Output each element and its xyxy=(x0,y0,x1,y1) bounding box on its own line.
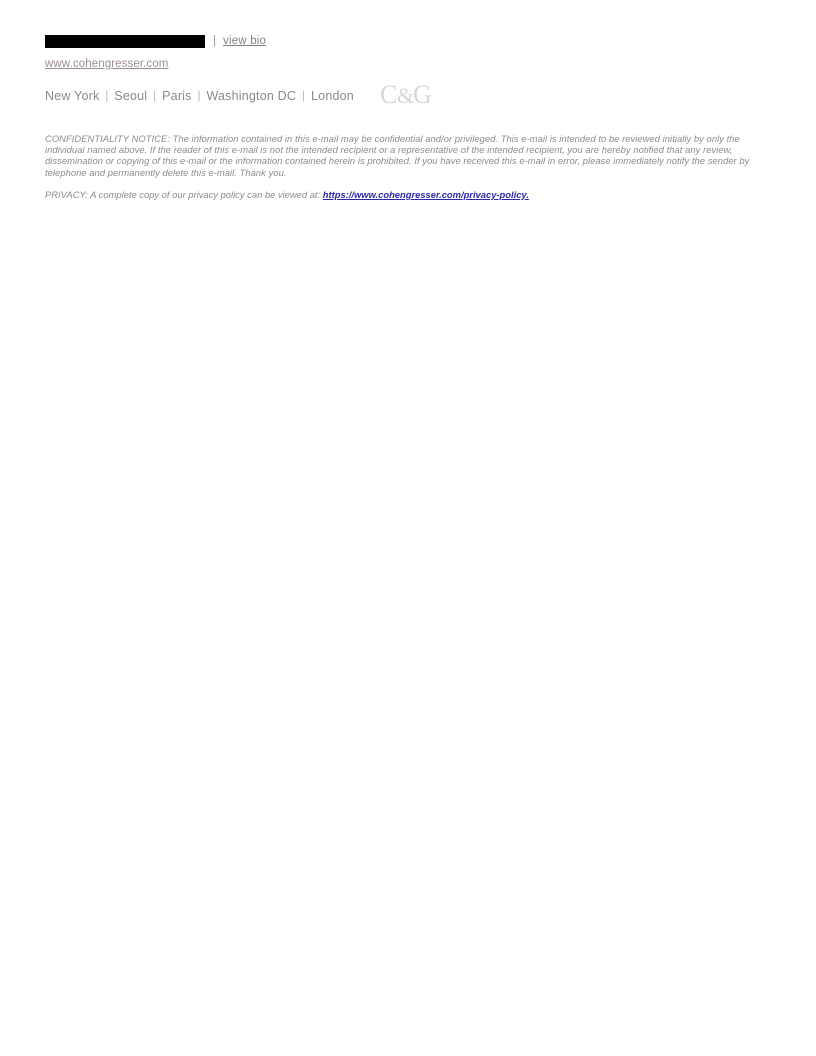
office-paris: Paris xyxy=(162,89,192,103)
name-separator: | xyxy=(213,35,216,47)
office-separator-3: | xyxy=(197,90,201,102)
redacted-name-bar xyxy=(45,35,205,48)
office-washington-dc: Washington DC xyxy=(206,89,297,103)
privacy-policy-link[interactable]: https://www.cohengresser.com/privacy-policy. xyxy=(322,188,529,200)
disclaimer-block xyxy=(45,133,763,200)
office-separator-2: | xyxy=(153,90,157,102)
office-separator-1: | xyxy=(105,90,109,102)
confidentiality-notice: CONFIDENTIALITY NOTICE: The information contained in this e-mail may be confidential and/or privileged. This e-mail is intended to be reviewed initially by only the individual named above. If the reader of this e-mail is not the intended recipient or a representative of the intended recipient, you are hereby notified that any review, dissemination or copying of this e-mail or the information contained herein is prohibited. If you have received this e-mail in error, please immediately notify the sender by telephone and permanently delete this e-mail. Thank you. xyxy=(45,133,750,178)
signature-website-row xyxy=(45,54,775,72)
website-link[interactable]: www.cohengresser.com xyxy=(45,58,169,70)
email-signature-block xyxy=(45,33,775,108)
privacy-notice-label: PRIVACY: A complete copy of our privacy policy can be viewed at: xyxy=(45,188,321,200)
svg-text:&: & xyxy=(396,83,415,108)
signature-name-row xyxy=(45,33,775,50)
view-bio-link[interactable]: view bio xyxy=(223,35,267,47)
office-seoul: Seoul xyxy=(114,89,148,103)
cohen-gresser-logo-icon xyxy=(380,82,442,110)
office-new-york: New York xyxy=(45,89,100,103)
signature-offices-row xyxy=(45,84,775,108)
svg-text:C: C xyxy=(379,82,398,109)
office-separator-4: | xyxy=(302,90,306,102)
svg-text:G: G xyxy=(412,82,432,109)
privacy-notice xyxy=(45,189,763,200)
office-london: London xyxy=(311,89,354,103)
